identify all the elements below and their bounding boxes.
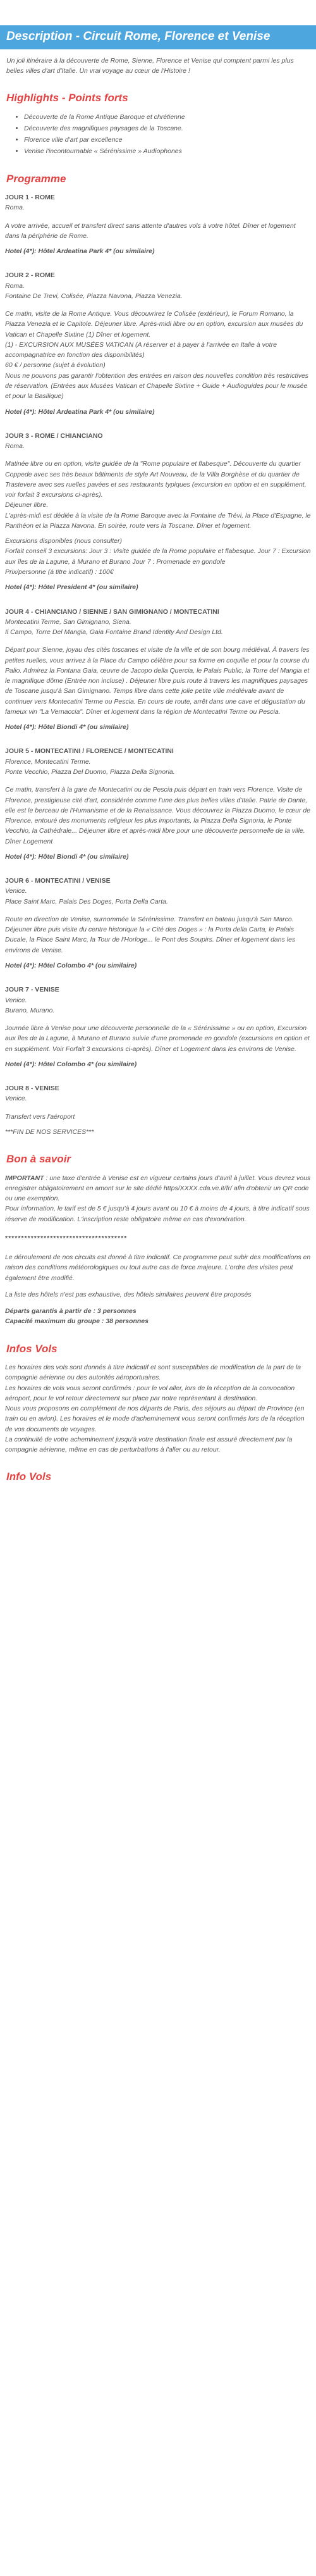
spacer: [5, 777, 311, 785]
programme-day: [5, 431, 311, 593]
day-title: JOUR 6 - MONTECATINI / VENISE: [5, 877, 111, 885]
spacer: [5, 1016, 311, 1023]
intro-text: Un joli itinéraire à la découverte de Rome, Sienne, Florence et Venise qui comptent parmi les plus belles villes d'art d'Italie. Un vrai voyage au cœur de l'Histoire !: [6, 56, 294, 75]
highlights-section: [0, 90, 316, 156]
day-description: Transfert vers l'aéroport: [5, 1112, 75, 1121]
day-places: Florence, Montecatini Terme. Ponte Vecchio, Piazza Del Duomo, Piazza Della Signoria.: [5, 757, 175, 776]
hotel-list-note: La liste des hôtels n'est pas exhaustive, des hôtels similaires peuvent être proposés: [5, 1290, 252, 1298]
highlight-item: • Découverte des magnifiques paysages de la Toscane.: [24, 123, 311, 134]
infos-vols-heading: Infos Vols: [6, 1342, 58, 1355]
spacer: [5, 637, 311, 645]
day-title: JOUR 2 - ROME: [5, 271, 55, 280]
day-description: Route en direction de Venise, surnommée la Sérénissime. Transfert en bateau jusqu'à San Marco. Déjeuner libre puis visite du centre historique la « Cité des Doges » : la Porta della Carta, le Palais Ducale, la Place Saint Marc, la Tour de l'Horloge... le Pont des Soupirs. Dîner et logement dans les environs de Venise.: [5, 915, 296, 954]
day-title: JOUR 8 - VENISE: [5, 1085, 59, 1093]
info-vols-heading: Info Vols: [6, 1471, 52, 1483]
day-title: JOUR 7 - VENISE: [5, 986, 59, 994]
capacity-info: Capacité maximum du groupe : 38 personnes: [5, 1317, 149, 1326]
day-title: JOUR 5 - MONTECATINI / FLORENCE / MONTECATINI: [5, 747, 174, 756]
programme-section: [0, 171, 316, 1137]
group-info: [5, 1306, 311, 1327]
spacer: [5, 907, 311, 914]
day-places: Roma.: [5, 204, 25, 212]
day-places: Montecatini Terme, San Gimignano, Siena. Il Campo, Torre Del Mangia, Gaia Fontaine Brand Identity And Design Ltd.: [5, 618, 223, 637]
days-list: [5, 192, 311, 1137]
important-note: [5, 1173, 311, 1224]
day-description: Journée libre à Venise pour une découverte personnelle de la « Sérénissime » ou en option, Excursion aux îles de la Lagune, à Murano et Burano suivie d'une promenade en gondole (excursions en option et en supplément. Voir Forfait 3 excursions ci-après). Dîner et Logement dans les environs de Venise.: [5, 1024, 310, 1053]
day-title: JOUR 1 - ROME: [5, 194, 55, 202]
highlight-item: • Venise l'incontournable « Sérénissime » Audiophones: [24, 146, 311, 156]
highlights-list: [5, 112, 311, 157]
info-vols-section: [0, 1469, 316, 1485]
programme-day: [5, 985, 311, 1069]
day-description: A votre arrivée, accueil et transfert direct sans attente d'autres vols à votre hôtel. Dîner et logement dans la périphérie de Rome.: [5, 221, 296, 240]
bon-a-savoir-section: [0, 1151, 316, 1327]
day-hotel: Hotel (4*): Hôtel President 4* (ou similaire): [5, 583, 138, 592]
page: [0, 25, 316, 1486]
day-description: Excursions disponibles (nous consulter) Forfait conseil 3 excursions: Jour 3 : Visite guidée de la Rome populaire et flabesque. Jour 7 : Excursion aux îles de la Lagune, à Murano et Burano Jour 7 : Promenade en gondole Prix/personne (à titre indicatif) : 100€: [5, 537, 311, 576]
programme-day: [5, 876, 311, 971]
highlights-heading: Highlights - Points forts: [6, 92, 128, 104]
day-places: Roma.: [5, 442, 25, 451]
important-label: IMPORTANT: [5, 1174, 44, 1182]
programme-day: [5, 270, 311, 416]
disclaimer-text: Le déroulement de nos circuits est donné à titre indicatif. Ce programme peut subir des modifications en raison des conditions météorologiques ou tout autre cas de force majeure. L'ordre des visites peut également être modifié.: [5, 1254, 311, 1282]
highlight-item: • Découverte de la Rome Antique Baroque et chrétienne: [24, 112, 311, 122]
bon-a-savoir-heading: Bon à savoir: [6, 1153, 71, 1166]
programme-heading: Programme: [6, 172, 66, 185]
programme-day: [5, 1083, 311, 1137]
departures-info: Départs garantis à partir de : 3 personnes: [5, 1307, 137, 1316]
day-hotel: Hotel (4*): Hôtel Colombo 4* (ou similaire): [5, 961, 137, 969]
day-hotel: Hotel (4*): Hôtel Ardeatina Park 4* (ou similaire): [5, 247, 155, 256]
day-places: Roma. Fontaine De Trevi, Colisée, Piazza Navona, Piazza Venezia.: [5, 282, 183, 300]
day-hotel: Hotel (4*): Hôtel Ardeatina Park 4* (ou similaire): [5, 408, 155, 416]
spacer: [5, 451, 311, 459]
infos-vols-text: Les horaires des vols sont donnés à titre indicatif et sont susceptibles de modification de la part de la compagnie aérienne ou des autorités aéroportuaires. Les horaires de vols vous seront confirmés : pour le vol aller, lors de la réception de la convocation aéroport, pour le vol retour directement sur place par notre représentant à destination. Nous vous proposons en complément de nos départs de Paris, des séjours au départ de Province (en train ou en avion). Les horaires et le mode d'acheminement vous seront confirmés lors de la réception de vos documents de voyages. La continuité de votre acheminement jusqu'à votre destination finale est assuré directement par la compagnie aérienne, même en cas de perturbations à l'aller ou au retour.: [5, 1364, 305, 1454]
day-description: Matinée libre ou en option, visite guidée de la "Rome populaire et flabesque". Découverte du quartier Coppede avec ses très beaux bâtiments de style Art Nouveau, de la Villa Borghèse et du quartier de Trastevere avec ses ruelles pavées et ses restaurants typiques (excursion en option et en supplément, voir forfait 3 excursions ci-après). Déjeuner libre. L'après-midi est dédiée à la visite de la Rome Baroque avec la Fontaine de Trévi, la Place d'Espagne, le Panthéon et la Piazza Navona. En soirée, route vers la Toscane. Dîner et logement.: [5, 460, 311, 530]
day-hotel: Hotel (4*): Hôtel Biondi 4* (ou similaire): [5, 723, 129, 731]
day-description: Ce matin, visite de la Rome Antique. Vous découvrirez le Colisée (extérieur), le Forum Romano, la Piazza Venezia et le Capitole. Déjeuner libre. Après-midi libre ou en option, excursion aux musées du Vatican et Chapelle Sixtine (1) Dîner et logement. (1) - EXCURSION AUX MUSÉES VATICAN (A réserver et à payer à l'arrivée en Italie à votre accompagnatrice en fonction des disponibilités) 60 € / personne (sujet à évolution) Nous ne pouvons pas garantir l'obtention des entrées en raison des nouvelles condition très restrictives de réservation. (Entrées aux Musées Vatican et Chapelle Sixtine + Guide + Audioguides pour le musée et pour la Basilique): [5, 310, 309, 401]
programme-day: [5, 192, 311, 256]
page-title: Description - Circuit Rome, Florence et Venise: [0, 25, 316, 49]
spacer: [5, 1104, 311, 1112]
spacer: [5, 301, 311, 309]
day-hotel: Hotel (4*): Hôtel Colombo 4* (ou similaire): [5, 1060, 137, 1068]
highlight-item: • Florence ville d'art par excellence: [24, 135, 311, 145]
spacer: [5, 213, 311, 221]
day-description: Départ pour Sienne, joyau des cités toscanes et visite de la ville et de son bourg médiéval. À travers les petites ruelles, vous arrivez à la Place du Campo célèbre pour sa forme en coquille et pour la course du Palio. Admirez la Fontana Gaia, œuvre de Jacopo della Quercia, le Palais Public, la Torre del Mangia et le magnifique dôme (Entrée non incluse) . Déjeuner libre puis route à travers les magnifiques paysages de Toscane jusqu'à San Gimignano. Temps libre dans cette jolie petite ville médiévale avant de continuer vers Montecatini Terme ou Pescia. En cours de route, arrêt dans une cave et dégustation du fameux vin "La Vernaccia". Dîner et logement dans la région de Montecatini Terme ou Pescia.: [5, 646, 310, 716]
day-description: ***FIN DE NOS SERVICES***: [5, 1128, 94, 1136]
day-title: JOUR 4 - CHIANCIANO / SIENNE / SAN GIMIGNANO / MONTECATINI: [5, 607, 219, 616]
day-places: Venice. Place Saint Marc, Palais Des Doges, Porta Della Carta.: [5, 887, 168, 905]
infos-vols-section: [0, 1341, 316, 1455]
programme-day: [5, 746, 311, 862]
divider: **************************************: [5, 1234, 128, 1242]
day-hotel: Hotel (4*): Hôtel Biondi 4* (ou similaire): [5, 852, 129, 861]
day-description: Ce matin, transfert à la gare de Montecatini ou de Pescia puis départ en train vers Florence. Visite de Florence, prestigieuse cité d'art, considérée comme l'une des plus belles villes d'Italie. Patrie de Dante, elle est le berceau de l'Humanisme et de la Renaissance. Vous découvrez la Piazza Duomo, le cœur de Florence, entouré des monuments religieux les plus importants, la Piazza Della Signoria, le Ponte Vecchio, la Cathédrale... Déjeuner libre et après-midi libre pour une découverte personnelle de la ville. Dîner Logement: [5, 786, 311, 845]
programme-day: [5, 607, 311, 733]
day-places: Venice. Burano, Murano.: [5, 996, 55, 1014]
day-title: JOUR 3 - ROME / CHIANCIANO: [5, 432, 103, 440]
important-text: : une taxe d'entrée à Venise est en vigueur certains jours d'avril à juillet. Vous devrez vous enregistrer obligatoirement en amont sur le site dédié https/XXXX.cda.ve.it/fr/ afin d'obtenir un QR code ou une exemption. Pour information, le tarif est de 5 € jusqu'à 4 jours avant ou 10 € à moins de 4 jours, à titre indicatif sous réserve de modification. L'inscription reste obligatoire même en cas d'exonération.: [5, 1174, 311, 1223]
day-places: Venice.: [5, 1095, 27, 1103]
